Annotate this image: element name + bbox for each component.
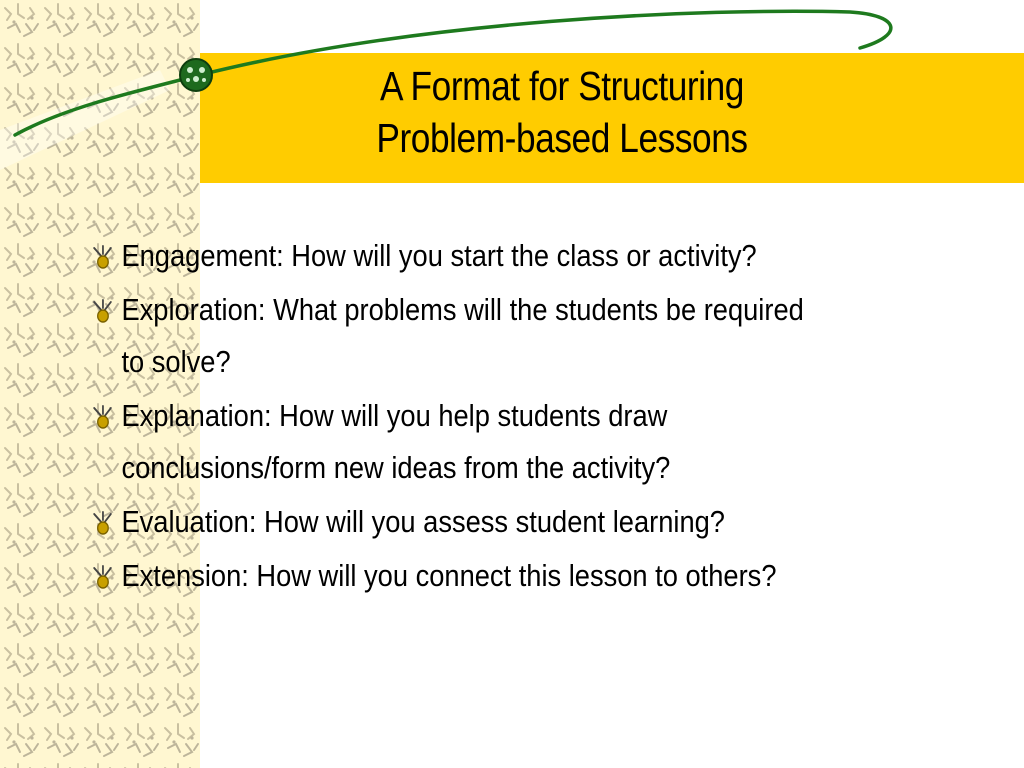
sparkle-bullet-icon <box>92 244 115 270</box>
slide-title <box>251 60 874 164</box>
bullet-text: Engagement: How will you start the class or activity? <box>121 238 757 273</box>
bullet-item-evaluation <box>88 496 827 548</box>
bullet-item-explanation <box>88 390 827 494</box>
sparkle-bullet-icon <box>92 564 115 590</box>
bullet-text: Evaluation: How will you assess student learning? <box>121 504 725 539</box>
bullet-text: Extension: How will you connect this lesson to others? <box>121 558 777 593</box>
sparkle-bullet-icon <box>92 510 115 536</box>
slide-title-line-2: Problem-based Lessons <box>376 115 748 161</box>
bullet-item-extension <box>88 550 827 602</box>
bullet-item-engagement <box>88 230 827 282</box>
bullet-list <box>88 230 928 604</box>
slide-title-line-1: A Format for Structuring <box>380 63 744 109</box>
bullet-text: Exploration: What problems will the students be required to solve? <box>121 292 804 379</box>
sparkle-bullet-icon <box>92 298 115 324</box>
sparkle-bullet-icon <box>92 404 115 430</box>
bullet-text: Explanation: How will you help students draw conclusions/form new ideas from the activity? <box>121 398 671 485</box>
bullet-item-exploration <box>88 284 827 388</box>
